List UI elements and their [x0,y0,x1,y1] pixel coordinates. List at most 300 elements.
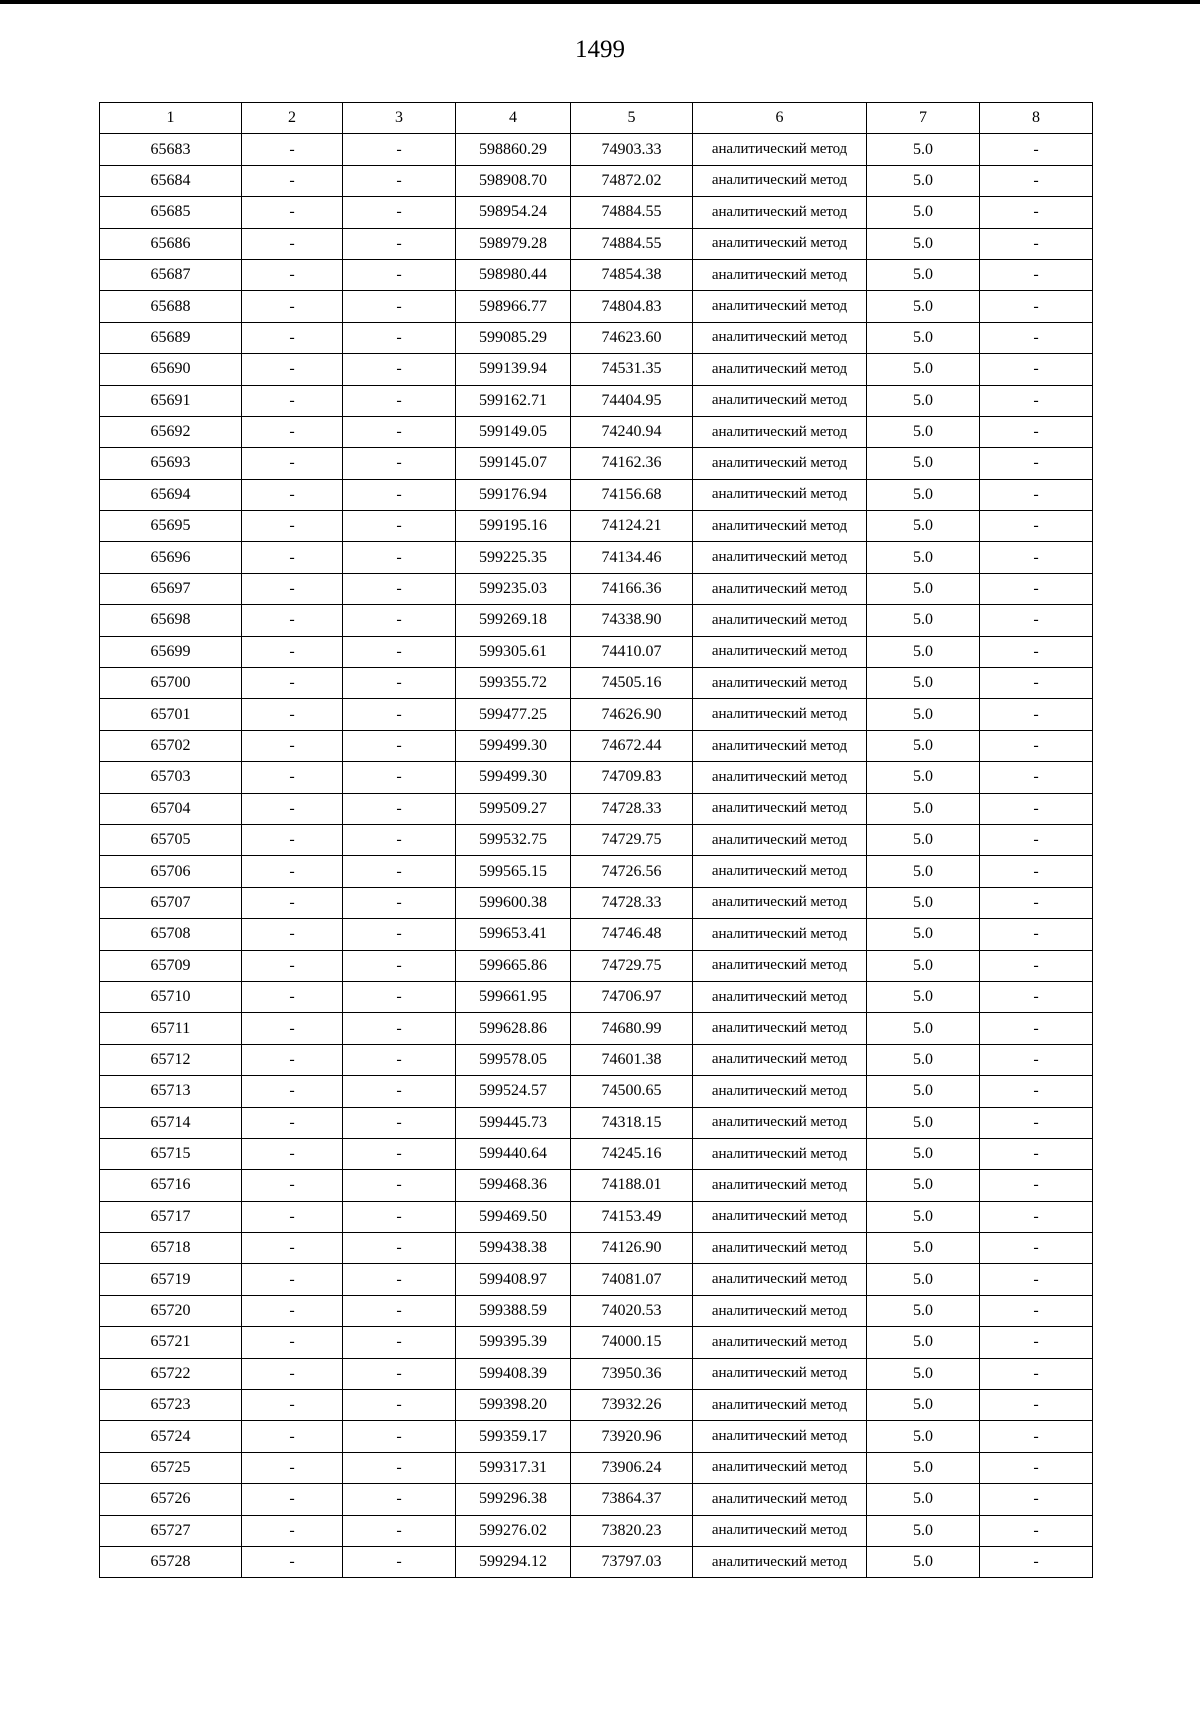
method-cell: аналитический метод [693,322,867,353]
accuracy-cell: 5.0 [867,197,980,228]
point-number-cell: 65714 [100,1107,242,1138]
header-cell-3: 3 [343,103,456,134]
x-coordinate-cell: 599269.18 [456,605,571,636]
col2-cell: - [242,1044,343,1075]
col8-cell: - [980,479,1093,510]
x-coordinate-cell: 599578.05 [456,1044,571,1075]
header-cell-6: 6 [693,103,867,134]
col3-cell: - [343,919,456,950]
y-coordinate-cell: 74854.38 [571,259,693,290]
accuracy-cell: 5.0 [867,824,980,855]
point-number-cell: 65727 [100,1515,242,1546]
point-number-cell: 65686 [100,228,242,259]
col2-cell: - [242,605,343,636]
col2-cell: - [242,1107,343,1138]
point-number-cell: 65715 [100,1138,242,1169]
x-coordinate-cell: 599398.20 [456,1390,571,1421]
col3-cell: - [343,197,456,228]
y-coordinate-cell: 74000.15 [571,1327,693,1358]
y-coordinate-cell: 74729.75 [571,824,693,855]
accuracy-cell: 5.0 [867,1076,980,1107]
col3-cell: - [343,479,456,510]
x-coordinate-cell: 598908.70 [456,165,571,196]
table-row [100,542,1093,573]
x-coordinate-cell: 599176.94 [456,479,571,510]
method-cell: аналитический метод [693,448,867,479]
col2-cell: - [242,416,343,447]
point-number-cell: 65720 [100,1295,242,1326]
col3-cell: - [343,1201,456,1232]
x-coordinate-cell: 599565.15 [456,856,571,887]
accuracy-cell: 5.0 [867,730,980,761]
x-coordinate-cell: 599139.94 [456,354,571,385]
method-cell: аналитический метод [693,699,867,730]
x-coordinate-cell: 599445.73 [456,1107,571,1138]
table-row [100,1264,1093,1295]
y-coordinate-cell: 74505.16 [571,668,693,699]
point-number-cell: 65701 [100,699,242,730]
y-coordinate-cell: 74318.15 [571,1107,693,1138]
method-cell: аналитический метод [693,1295,867,1326]
method-cell: аналитический метод [693,1264,867,1295]
y-coordinate-cell: 74404.95 [571,385,693,416]
method-cell: аналитический метод [693,1107,867,1138]
accuracy-cell: 5.0 [867,1295,980,1326]
col2-cell: - [242,1452,343,1483]
col8-cell: - [980,385,1093,416]
col2-cell: - [242,448,343,479]
method-cell: аналитический метод [693,134,867,165]
y-coordinate-cell: 74531.35 [571,354,693,385]
col3-cell: - [343,1390,456,1421]
y-coordinate-cell: 74124.21 [571,511,693,542]
y-coordinate-cell: 73797.03 [571,1546,693,1577]
x-coordinate-cell: 599628.86 [456,1013,571,1044]
table-row [100,322,1093,353]
method-cell: аналитический метод [693,1546,867,1577]
col3-cell: - [343,511,456,542]
top-edge-rule [0,0,1200,4]
table-row [100,919,1093,950]
table-row [100,1546,1093,1577]
col8-cell: - [980,1201,1093,1232]
y-coordinate-cell: 74134.46 [571,542,693,573]
y-coordinate-cell: 74729.75 [571,950,693,981]
method-cell: аналитический метод [693,479,867,510]
table-row [100,1452,1093,1483]
col2-cell: - [242,573,343,604]
x-coordinate-cell: 599653.41 [456,919,571,950]
table-row [100,824,1093,855]
y-coordinate-cell: 74626.90 [571,699,693,730]
table-row [100,981,1093,1012]
coordinates-table [99,102,1093,1578]
col2-cell: - [242,1138,343,1169]
accuracy-cell: 5.0 [867,636,980,667]
accuracy-cell: 5.0 [867,1138,980,1169]
header-row [100,103,1093,134]
y-coordinate-cell: 74726.56 [571,856,693,887]
accuracy-cell: 5.0 [867,1170,980,1201]
table-row [100,1295,1093,1326]
point-number-cell: 65728 [100,1546,242,1577]
col3-cell: - [343,605,456,636]
col3-cell: - [343,228,456,259]
x-coordinate-cell: 599276.02 [456,1515,571,1546]
method-cell: аналитический метод [693,1358,867,1389]
page-number: 1499 [575,36,625,63]
method-cell: аналитический метод [693,1076,867,1107]
col8-cell: - [980,1233,1093,1264]
x-coordinate-cell: 598979.28 [456,228,571,259]
x-coordinate-cell: 599469.50 [456,1201,571,1232]
y-coordinate-cell: 74162.36 [571,448,693,479]
col8-cell: - [980,730,1093,761]
col8-cell: - [980,636,1093,667]
col8-cell: - [980,416,1093,447]
table-row [100,1515,1093,1546]
accuracy-cell: 5.0 [867,1233,980,1264]
point-number-cell: 65696 [100,542,242,573]
x-coordinate-cell: 599408.39 [456,1358,571,1389]
col2-cell: - [242,1546,343,1577]
col3-cell: - [343,416,456,447]
accuracy-cell: 5.0 [867,385,980,416]
point-number-cell: 65725 [100,1452,242,1483]
col8-cell: - [980,1452,1093,1483]
col2-cell: - [242,322,343,353]
point-number-cell: 65685 [100,197,242,228]
table-row [100,291,1093,322]
point-number-cell: 65687 [100,259,242,290]
col3-cell: - [343,668,456,699]
col3-cell: - [343,1515,456,1546]
col2-cell: - [242,134,343,165]
col3-cell: - [343,1484,456,1515]
col2-cell: - [242,1233,343,1264]
col8-cell: - [980,1546,1093,1577]
table-row [100,887,1093,918]
method-cell: аналитический метод [693,385,867,416]
col2-cell: - [242,668,343,699]
x-coordinate-cell: 599195.16 [456,511,571,542]
table-row [100,1233,1093,1264]
col3-cell: - [343,1452,456,1483]
table-row [100,1201,1093,1232]
col2-cell: - [242,228,343,259]
col3-cell: - [343,1013,456,1044]
point-number-cell: 65704 [100,793,242,824]
header-cell-8: 8 [980,103,1093,134]
table-row [100,668,1093,699]
x-coordinate-cell: 599440.64 [456,1138,571,1169]
x-coordinate-cell: 599438.38 [456,1233,571,1264]
col2-cell: - [242,1358,343,1389]
col3-cell: - [343,1327,456,1358]
table-row [100,1044,1093,1075]
accuracy-cell: 5.0 [867,1107,980,1138]
accuracy-cell: 5.0 [867,291,980,322]
x-coordinate-cell: 599225.35 [456,542,571,573]
col3-cell: - [343,448,456,479]
col8-cell: - [980,1138,1093,1169]
point-number-cell: 65694 [100,479,242,510]
point-number-cell: 65703 [100,762,242,793]
col2-cell: - [242,919,343,950]
col2-cell: - [242,165,343,196]
method-cell: аналитический метод [693,1515,867,1546]
col2-cell: - [242,762,343,793]
method-cell: аналитический метод [693,793,867,824]
x-coordinate-cell: 599661.95 [456,981,571,1012]
point-number-cell: 65710 [100,981,242,1012]
y-coordinate-cell: 74338.90 [571,605,693,636]
x-coordinate-cell: 599665.86 [456,950,571,981]
col3-cell: - [343,134,456,165]
y-coordinate-cell: 74884.55 [571,228,693,259]
col8-cell: - [980,887,1093,918]
col2-cell: - [242,542,343,573]
col8-cell: - [980,1358,1093,1389]
header-cell-7: 7 [867,103,980,134]
table-row [100,416,1093,447]
x-coordinate-cell: 599600.38 [456,887,571,918]
col8-cell: - [980,448,1093,479]
accuracy-cell: 5.0 [867,416,980,447]
header-cell-1: 1 [100,103,242,134]
col2-cell: - [242,981,343,1012]
y-coordinate-cell: 74728.33 [571,793,693,824]
method-cell: аналитический метод [693,1170,867,1201]
col8-cell: - [980,134,1093,165]
col2-cell: - [242,197,343,228]
y-coordinate-cell: 74240.94 [571,416,693,447]
table-row [100,448,1093,479]
col8-cell: - [980,1044,1093,1075]
point-number-cell: 65702 [100,730,242,761]
col3-cell: - [343,1421,456,1452]
x-coordinate-cell: 599477.25 [456,699,571,730]
y-coordinate-cell: 74601.38 [571,1044,693,1075]
col3-cell: - [343,887,456,918]
accuracy-cell: 5.0 [867,981,980,1012]
point-number-cell: 65724 [100,1421,242,1452]
col2-cell: - [242,636,343,667]
accuracy-cell: 5.0 [867,1327,980,1358]
accuracy-cell: 5.0 [867,259,980,290]
col8-cell: - [980,824,1093,855]
col3-cell: - [343,542,456,573]
x-coordinate-cell: 598860.29 [456,134,571,165]
x-coordinate-cell: 599162.71 [456,385,571,416]
table-row [100,228,1093,259]
accuracy-cell: 5.0 [867,1484,980,1515]
col2-cell: - [242,385,343,416]
point-number-cell: 65706 [100,856,242,887]
col2-cell: - [242,1076,343,1107]
col3-cell: - [343,762,456,793]
y-coordinate-cell: 74500.65 [571,1076,693,1107]
y-coordinate-cell: 74020.53 [571,1295,693,1326]
col3-cell: - [343,824,456,855]
point-number-cell: 65719 [100,1264,242,1295]
y-coordinate-cell: 74245.16 [571,1138,693,1169]
col2-cell: - [242,856,343,887]
y-coordinate-cell: 73932.26 [571,1390,693,1421]
col8-cell: - [980,573,1093,604]
method-cell: аналитический метод [693,1452,867,1483]
col3-cell: - [343,699,456,730]
y-coordinate-cell: 74680.99 [571,1013,693,1044]
x-coordinate-cell: 599149.05 [456,416,571,447]
accuracy-cell: 5.0 [867,856,980,887]
x-coordinate-cell: 599524.57 [456,1076,571,1107]
table-row [100,1107,1093,1138]
col3-cell: - [343,1170,456,1201]
method-cell: аналитический метод [693,291,867,322]
table-row [100,636,1093,667]
col2-cell: - [242,354,343,385]
y-coordinate-cell: 74903.33 [571,134,693,165]
table-row [100,1138,1093,1169]
y-coordinate-cell: 74728.33 [571,887,693,918]
col8-cell: - [980,1484,1093,1515]
point-number-cell: 65709 [100,950,242,981]
accuracy-cell: 5.0 [867,322,980,353]
method-cell: аналитический метод [693,1327,867,1358]
point-number-cell: 65695 [100,511,242,542]
point-number-cell: 65712 [100,1044,242,1075]
accuracy-cell: 5.0 [867,950,980,981]
col8-cell: - [980,1327,1093,1358]
col2-cell: - [242,291,343,322]
col3-cell: - [343,730,456,761]
point-number-cell: 65717 [100,1201,242,1232]
method-cell: аналитический метод [693,887,867,918]
method-cell: аналитический метод [693,981,867,1012]
col3-cell: - [343,793,456,824]
accuracy-cell: 5.0 [867,1452,980,1483]
col8-cell: - [980,668,1093,699]
table-row [100,1484,1093,1515]
x-coordinate-cell: 598966.77 [456,291,571,322]
col8-cell: - [980,856,1093,887]
col2-cell: - [242,730,343,761]
col3-cell: - [343,354,456,385]
point-number-cell: 65705 [100,824,242,855]
x-coordinate-cell: 599145.07 [456,448,571,479]
accuracy-cell: 5.0 [867,228,980,259]
col2-cell: - [242,1484,343,1515]
y-coordinate-cell: 74126.90 [571,1233,693,1264]
point-number-cell: 65721 [100,1327,242,1358]
method-cell: аналитический метод [693,730,867,761]
x-coordinate-cell: 599532.75 [456,824,571,855]
x-coordinate-cell: 599294.12 [456,1546,571,1577]
col2-cell: - [242,1515,343,1546]
header-cell-4: 4 [456,103,571,134]
table-row [100,605,1093,636]
y-coordinate-cell: 74166.36 [571,573,693,604]
col3-cell: - [343,636,456,667]
col2-cell: - [242,887,343,918]
accuracy-cell: 5.0 [867,1390,980,1421]
point-number-cell: 65683 [100,134,242,165]
method-cell: аналитический метод [693,197,867,228]
table-row [100,134,1093,165]
accuracy-cell: 5.0 [867,354,980,385]
accuracy-cell: 5.0 [867,605,980,636]
col8-cell: - [980,981,1093,1012]
accuracy-cell: 5.0 [867,887,980,918]
col8-cell: - [980,762,1093,793]
method-cell: аналитический метод [693,228,867,259]
table-row [100,165,1093,196]
col8-cell: - [980,1107,1093,1138]
y-coordinate-cell: 74709.83 [571,762,693,793]
col2-cell: - [242,793,343,824]
method-cell: аналитический метод [693,950,867,981]
col2-cell: - [242,479,343,510]
table-row [100,479,1093,510]
col8-cell: - [980,1421,1093,1452]
method-cell: аналитический метод [693,605,867,636]
method-cell: аналитический метод [693,762,867,793]
col3-cell: - [343,259,456,290]
y-coordinate-cell: 73950.36 [571,1358,693,1389]
accuracy-cell: 5.0 [867,668,980,699]
col3-cell: - [343,1044,456,1075]
y-coordinate-cell: 73906.24 [571,1452,693,1483]
y-coordinate-cell: 73920.96 [571,1421,693,1452]
method-cell: аналитический метод [693,919,867,950]
col8-cell: - [980,291,1093,322]
accuracy-cell: 5.0 [867,1044,980,1075]
col3-cell: - [343,291,456,322]
accuracy-cell: 5.0 [867,448,980,479]
table-row [100,1421,1093,1452]
y-coordinate-cell: 74706.97 [571,981,693,1012]
col8-cell: - [980,542,1093,573]
table-row [100,1358,1093,1389]
accuracy-cell: 5.0 [867,134,980,165]
x-coordinate-cell: 598954.24 [456,197,571,228]
col2-cell: - [242,1201,343,1232]
col3-cell: - [343,1358,456,1389]
method-cell: аналитический метод [693,542,867,573]
point-number-cell: 65718 [100,1233,242,1264]
method-cell: аналитический метод [693,354,867,385]
col8-cell: - [980,1013,1093,1044]
y-coordinate-cell: 74804.83 [571,291,693,322]
x-coordinate-cell: 599355.72 [456,668,571,699]
accuracy-cell: 5.0 [867,573,980,604]
method-cell: аналитический метод [693,636,867,667]
y-coordinate-cell: 74153.49 [571,1201,693,1232]
col3-cell: - [343,385,456,416]
y-coordinate-cell: 74672.44 [571,730,693,761]
col8-cell: - [980,197,1093,228]
col3-cell: - [343,950,456,981]
point-number-cell: 65711 [100,1013,242,1044]
table-row [100,259,1093,290]
col2-cell: - [242,1390,343,1421]
method-cell: аналитический метод [693,1484,867,1515]
method-cell: аналитический метод [693,1201,867,1232]
x-coordinate-cell: 599468.36 [456,1170,571,1201]
accuracy-cell: 5.0 [867,762,980,793]
table-row [100,573,1093,604]
